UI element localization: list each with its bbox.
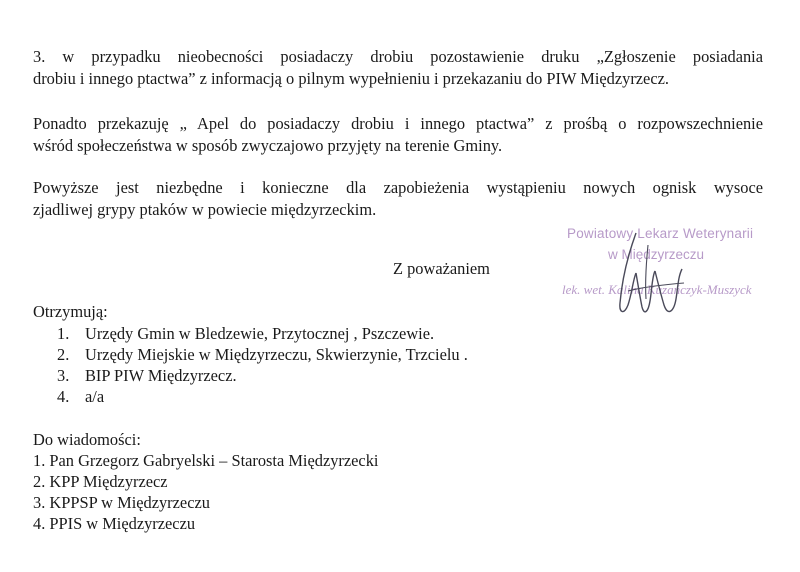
list-item: 3. BIP PIW Międzyrzecz. xyxy=(57,366,237,385)
paragraph-line: Ponadto przekazuję „ Apel do posiadaczy drobiu i innego ptactwa” z prośbą o rozpowszechnienie xyxy=(33,114,763,133)
paragraph-line: Powyższe jest niezbędne i konieczne dla zapobieżenia wystąpieniu nowych ognisk wysoce xyxy=(33,178,763,197)
list-item: 2. KPP Międzyrzecz xyxy=(33,472,168,491)
stamp-line: lek. wet. Kalina Kuzańczyk-Muszyck xyxy=(562,282,752,297)
paragraph-line: zjadliwej grypy ptaków w powiecie międzyrzeckim. xyxy=(33,200,377,219)
handwritten-signature xyxy=(598,225,708,325)
stamp-line: Powiatowy Lekarz Weterynarii xyxy=(567,226,754,241)
list-item: 1. Pan Grzegorz Gabryelski – Starosta Międzyrzecki xyxy=(33,451,379,470)
list-item: 1. Urzędy Gmin w Bledzewie, Przytocznej , Pszczewie. xyxy=(57,324,435,343)
recipients-heading: Otrzymują: xyxy=(33,302,108,321)
stamp-line: w Międzyrzeczu xyxy=(608,247,705,262)
closing-salutation: Z poważaniem xyxy=(393,259,490,278)
paragraph-line: 3. w przypadku nieobecności posiadaczy drobiu pozostawienie druku „Zgłoszenie posiadania xyxy=(33,47,763,66)
list-item: 4. PPIS w Międzyrzeczu xyxy=(33,514,196,533)
paragraph-item-3 xyxy=(33,46,763,90)
paragraph-line: drobiu i innego ptactwa” z informacją o pilnym wypełnieniu i przekazaniu do PIW Międzyrzecz. xyxy=(33,69,669,88)
recipients-list xyxy=(57,323,468,407)
list-item: 2. Urzędy Miejskie w Międzyrzeczu, Skwierzynie, Trzcielu . xyxy=(57,345,468,364)
paragraph-appeal xyxy=(33,113,763,157)
cc-heading: Do wiadomości: xyxy=(33,430,141,449)
list-item: 4. a/a xyxy=(57,387,105,406)
cc-list xyxy=(33,450,378,534)
list-item: 3. KPPSP w Międzyrzeczu xyxy=(33,493,210,512)
paragraph-necessity xyxy=(33,177,763,221)
paragraph-line: wśród społeczeństwa w sposób zwyczajowo przyjęty na terenie Gminy. xyxy=(33,136,503,155)
